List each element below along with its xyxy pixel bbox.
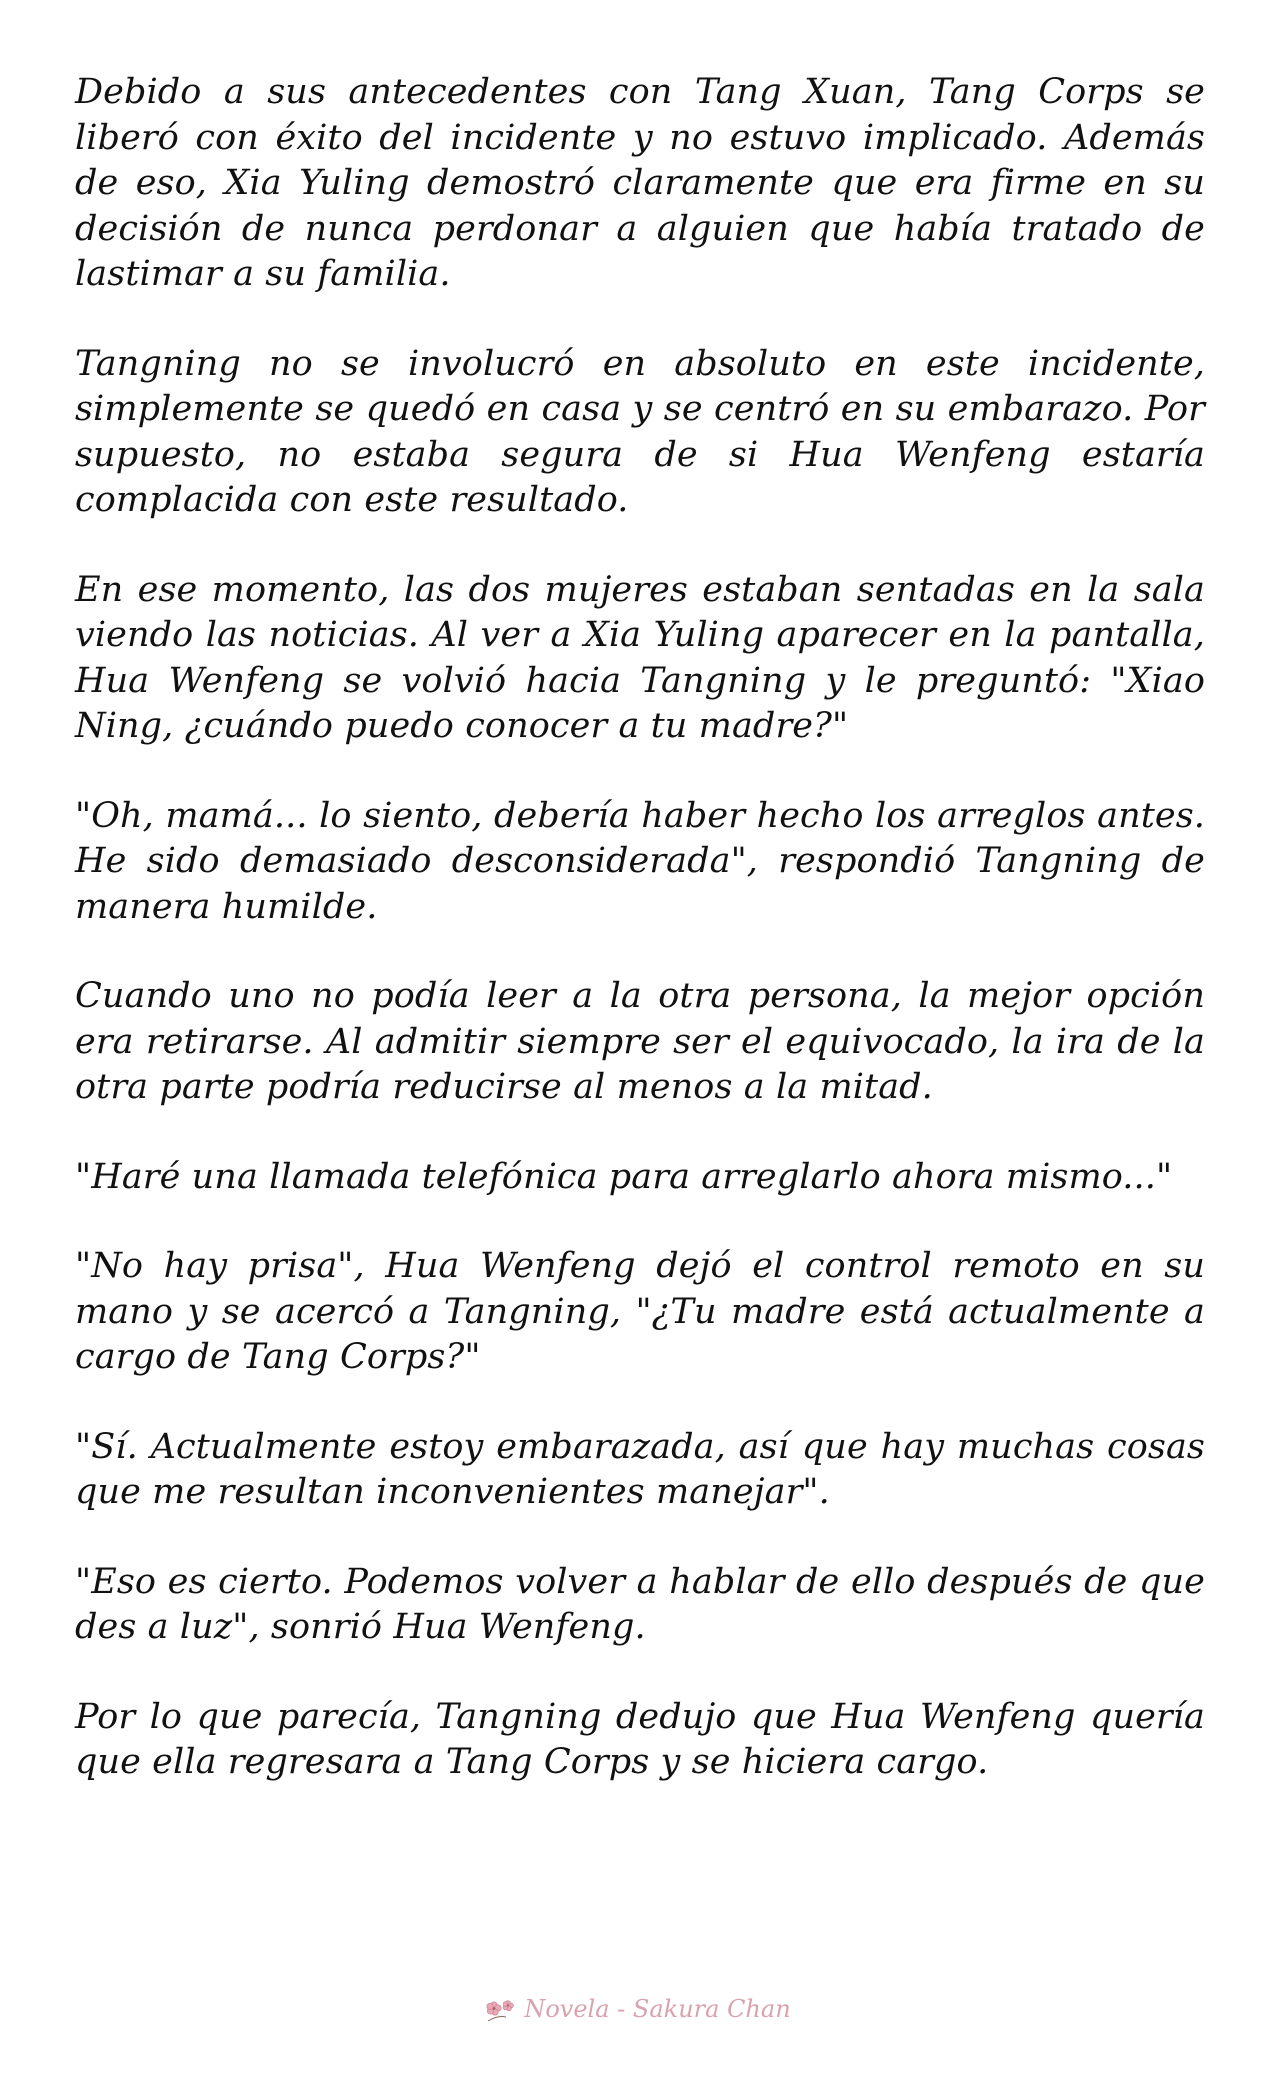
paragraph-6: "Haré una llamada telefónica para arreglarlo ahora mismo..."	[75, 1156, 1173, 1197]
paragraph-9: "Eso es cierto. Podemos volver a hablar de ello después de que des a luz", sonrió Hua Wenfeng.	[75, 1561, 1205, 1647]
paragraph-5: Cuando uno no podía leer a la otra persona, la mejor opción era retirarse. Al admitir siempre ser el equivocado, la ira de la otra parte podría reducirse al menos a la mitad.	[75, 976, 1205, 1107]
paragraph-1: Debido a sus antecedentes con Tang Xuan, Tang Corps se liberó con éxito del incidente y no estuvo implicado. Además de eso, Xia Yuling demostró claramente que era firme en su decisión de nunca perdonar a alguien que había tratado de lastimar a su familia.	[75, 72, 1205, 294]
paragraph-8: "Sí. Actualmente estoy embarazada, así que hay muchas cosas que me resultan inconvenientes manejar".	[75, 1426, 1205, 1512]
document-body	[75, 70, 1205, 1830]
paragraph-7: "No hay prisa", Hua Wenfeng dejó el control remoto en su mano y se acercó a Tangning, "¿Tu madre está actualmente a cargo de Tang Corps?"	[75, 1246, 1205, 1377]
paragraph-10: Por lo que parecía, Tangning dedujo que Hua Wenfeng quería que ella regresara a Tang Corps y se hiciera cargo.	[75, 1696, 1205, 1782]
paragraph-2: Tangning no se involucró en absoluto en este incidente, simplemente se quedó en casa y se centró en su embarazo. Por supuesto, no estaba segura de si Hua Wenfeng estaría complacida con este resultado.	[75, 343, 1205, 520]
paragraph-4: "Oh, mamá... lo siento, debería haber hecho los arreglos antes. He sido demasiado desconsiderada", respondió Tangning de manera humilde.	[75, 795, 1205, 927]
paragraph-3: En ese momento, las dos mujeres estaban sentadas en la sala viendo las noticias. Al ver a Xia Yuling aparecer en la pantalla, Hua Wenfeng se volvió hacia Tangning y le preguntó: "Xiao Ning, ¿cuándo puedo conocer a tu madre?"	[75, 569, 1205, 746]
watermark-text: Novela - Sakura Chan	[524, 1995, 791, 2023]
watermark	[0, 1995, 1275, 2025]
sakura-flower-icon	[484, 1997, 518, 2025]
